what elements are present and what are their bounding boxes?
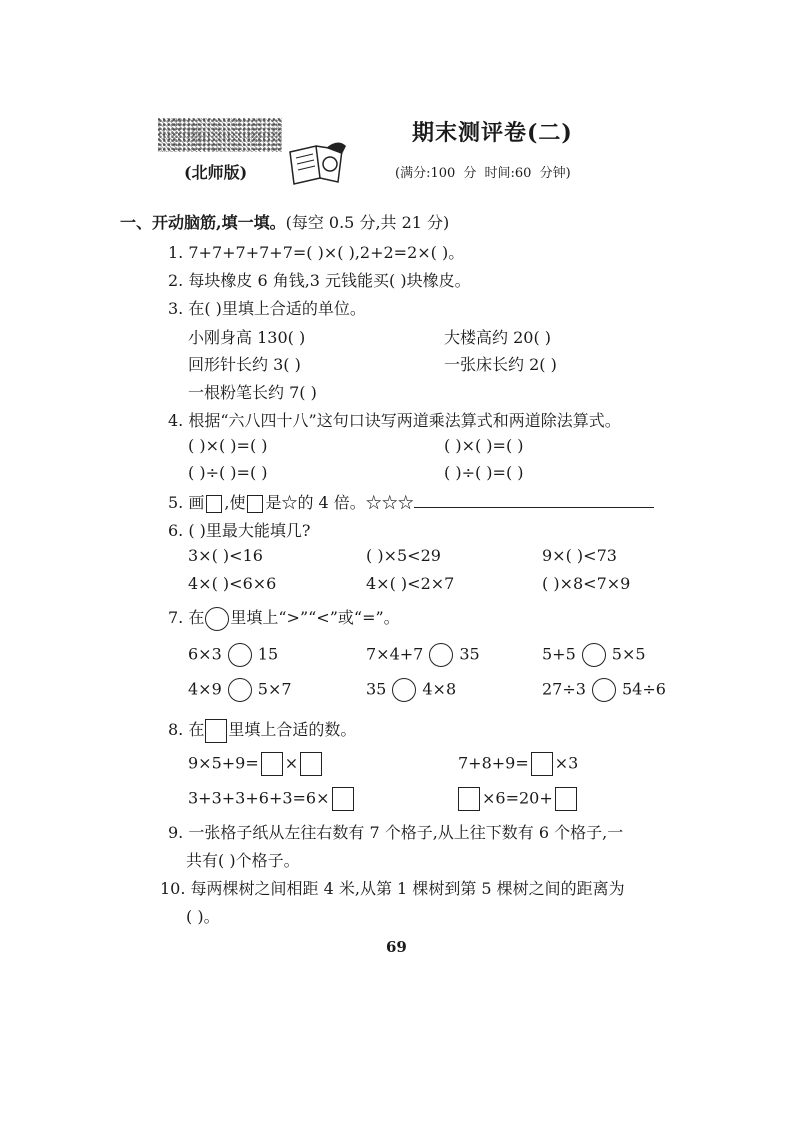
q8-pre: 8. 在 bbox=[168, 720, 205, 739]
question-4-mul-1: ( )×( )=( ) bbox=[188, 436, 268, 455]
question-2: 2. 每块橡皮 6 角钱,3 元钱能买( )块橡皮。 bbox=[168, 271, 471, 290]
square-icon bbox=[555, 787, 577, 811]
section-title: 一、开动脑筋,填一填。 bbox=[120, 213, 286, 232]
circle-icon bbox=[429, 643, 453, 667]
q8-a: 9×5+9= × bbox=[188, 752, 324, 776]
q7-r2-a: 4×9 5×7 bbox=[188, 678, 292, 702]
page-number: 69 bbox=[386, 938, 407, 956]
circle-icon bbox=[228, 643, 252, 667]
q5-mid: ,使 bbox=[224, 493, 246, 512]
q7-r2-c: 27÷3 54÷6 bbox=[542, 678, 666, 702]
square-icon bbox=[261, 752, 283, 776]
book-reading-icon bbox=[286, 138, 356, 188]
circle-icon bbox=[228, 678, 252, 702]
answer-line bbox=[414, 493, 654, 508]
question-3-stem: 3. 在( )里填上合适的单位。 bbox=[168, 299, 366, 318]
page-title: 期末测评卷(二) bbox=[412, 120, 573, 146]
section-heading bbox=[120, 210, 449, 233]
q7-r1-a: 6×3 15 bbox=[188, 643, 278, 667]
q5-post: 是☆的 4 倍。☆☆☆ bbox=[265, 493, 414, 512]
circle-icon bbox=[592, 678, 616, 702]
question-9-line-1: 9. 一张格子纸从左往右数有 7 个格子,从上往下数有 6 个格子,一 bbox=[168, 823, 624, 842]
q6-r1-b: ( )×5<29 bbox=[366, 546, 441, 565]
question-4-div-2: ( )÷( )=( ) bbox=[444, 463, 524, 482]
question-3-item-c: 回形针长约 3( ) bbox=[188, 355, 301, 374]
square-icon bbox=[206, 495, 222, 513]
q6-r2-b: 4×( )<2×7 bbox=[366, 574, 455, 593]
question-1: 1. 7+7+7+7+7=( )×( ),2+2=2×( )。 bbox=[168, 243, 465, 262]
question-4-div-1: ( )÷( )=( ) bbox=[188, 463, 268, 482]
question-5 bbox=[168, 490, 654, 513]
question-3-item-d: 一张床长约 2( ) bbox=[444, 355, 557, 374]
question-4-stem: 4. 根据“六八四十八”这句口诀写两道乘法算式和两道除法算式。 bbox=[168, 411, 621, 430]
exam-meta: (满分:100 分 时间:60 分钟) bbox=[395, 166, 571, 181]
question-3-item-b: 大楼高约 20( ) bbox=[444, 328, 552, 347]
publisher-logo bbox=[158, 118, 282, 152]
question-3-item-e: 一根粉笔长约 7( ) bbox=[188, 383, 317, 402]
question-10-line-1: 10. 每两棵树之间相距 4 米,从第 1 棵树到第 5 棵树之间的距离为 bbox=[160, 879, 625, 898]
square-icon bbox=[458, 787, 480, 811]
q8-b: 7+8+9= ×3 bbox=[458, 752, 578, 776]
question-10-line-2: ( )。 bbox=[186, 907, 220, 926]
question-3-item-a: 小刚身高 130( ) bbox=[188, 328, 306, 347]
section-score: (每空 0.5 分,共 21 分) bbox=[285, 213, 450, 232]
q5-pre: 5. 画 bbox=[168, 493, 205, 512]
q7-r1-b: 7×4+7 35 bbox=[366, 643, 480, 667]
q7-pre: 7. 在 bbox=[168, 608, 205, 627]
q6-r2-a: 4×( )<6×6 bbox=[188, 574, 277, 593]
edition-label: (北师版) bbox=[184, 163, 248, 182]
circle-icon bbox=[392, 678, 416, 702]
question-8-stem bbox=[168, 717, 356, 743]
q8-d: ×6=20+ bbox=[456, 787, 579, 811]
question-7-stem bbox=[168, 605, 400, 631]
q8-post: 里填上合适的数。 bbox=[228, 720, 357, 739]
square-icon bbox=[332, 787, 354, 811]
circle-icon bbox=[582, 643, 606, 667]
question-9-line-2: 共有( )个格子。 bbox=[186, 851, 300, 870]
square-icon bbox=[531, 752, 553, 776]
q6-r1-c: 9×( )<73 bbox=[542, 546, 617, 565]
q7-r1-c: 5+5 5×5 bbox=[542, 643, 646, 667]
circle-icon bbox=[205, 607, 229, 631]
square-icon bbox=[205, 719, 227, 743]
q8-c: 3+3+3+6+3=6× bbox=[188, 787, 356, 811]
q6-r1-a: 3×( )<16 bbox=[188, 546, 263, 565]
q6-r2-c: ( )×8<7×9 bbox=[542, 574, 631, 593]
question-4-mul-2: ( )×( )=( ) bbox=[444, 436, 524, 455]
q7-r2-b: 35 4×8 bbox=[366, 678, 456, 702]
square-icon bbox=[300, 752, 322, 776]
q7-post: 里填上“>”“<”或“=”。 bbox=[230, 608, 400, 627]
question-6-stem: 6. ( )里最大能填几? bbox=[168, 521, 311, 540]
square-icon bbox=[247, 495, 263, 513]
